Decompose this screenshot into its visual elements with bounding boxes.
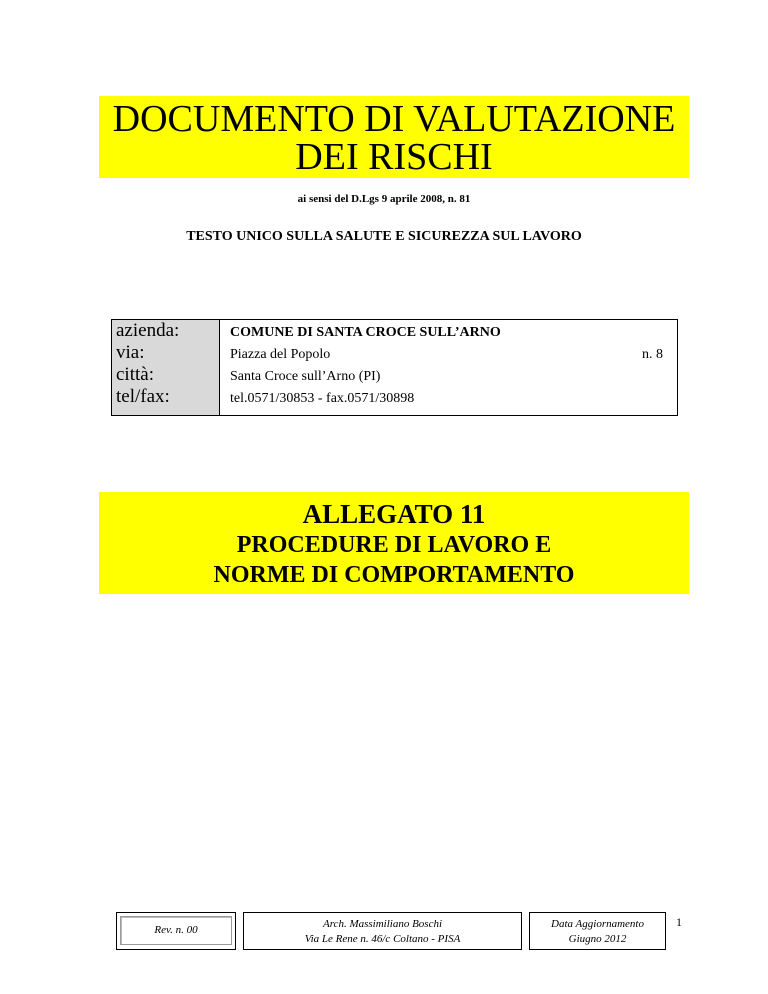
company-city: Santa Croce sull’Arno (PI) [230, 369, 381, 384]
footer-revision-box [116, 912, 236, 950]
allegato-title-line-2: NORME DI COMPORTAMENTO [213, 562, 575, 588]
allegato-title-line-1: PROCEDURE DI LAVORO E [236, 532, 552, 558]
title-line-2: DEI RISCHI [295, 136, 493, 178]
footer-revision: Rev. n. 00 [120, 916, 232, 945]
company-labels [112, 320, 220, 415]
label-via: via: [116, 342, 145, 363]
label-telfax: tel/fax: [116, 386, 170, 407]
company-name: COMUNE DI SANTA CROCE SULL’ARNO [230, 325, 501, 340]
footer-date-label: Data Aggiornamento [551, 918, 644, 930]
footer-author-box [243, 912, 522, 950]
street-number: n. 8 [642, 347, 663, 362]
document-title [99, 96, 689, 178]
page-number: 1 [676, 915, 682, 929]
document-subtitle: TESTO UNICO SULLA SALUTE E SICUREZZA SUL LAVORO [186, 229, 582, 244]
footer-author-address: Via Le Rene n. 46/c Coltano - PISA [304, 933, 461, 945]
legal-reference: ai sensi del D.Lgs 9 aprile 2008, n. 81 [297, 193, 471, 205]
label-citta: città: [116, 364, 154, 385]
company-street: Piazza del Popolo [230, 347, 331, 362]
footer-author-name: Arch. Massimiliano Boschi [322, 918, 443, 930]
title-line-1: DOCUMENTO DI VALUTAZIONE [112, 98, 676, 140]
company-info-table [111, 319, 678, 416]
allegato-number: ALLEGATO 11 [302, 499, 486, 529]
label-azienda: azienda: [116, 320, 180, 341]
allegato-heading [99, 492, 689, 594]
company-values [220, 320, 677, 415]
footer-date-value: Giugno 2012 [568, 933, 627, 945]
company-phone-fax: tel.0571/30853 - fax.0571/30898 [230, 391, 415, 406]
footer-date-box [529, 912, 666, 950]
